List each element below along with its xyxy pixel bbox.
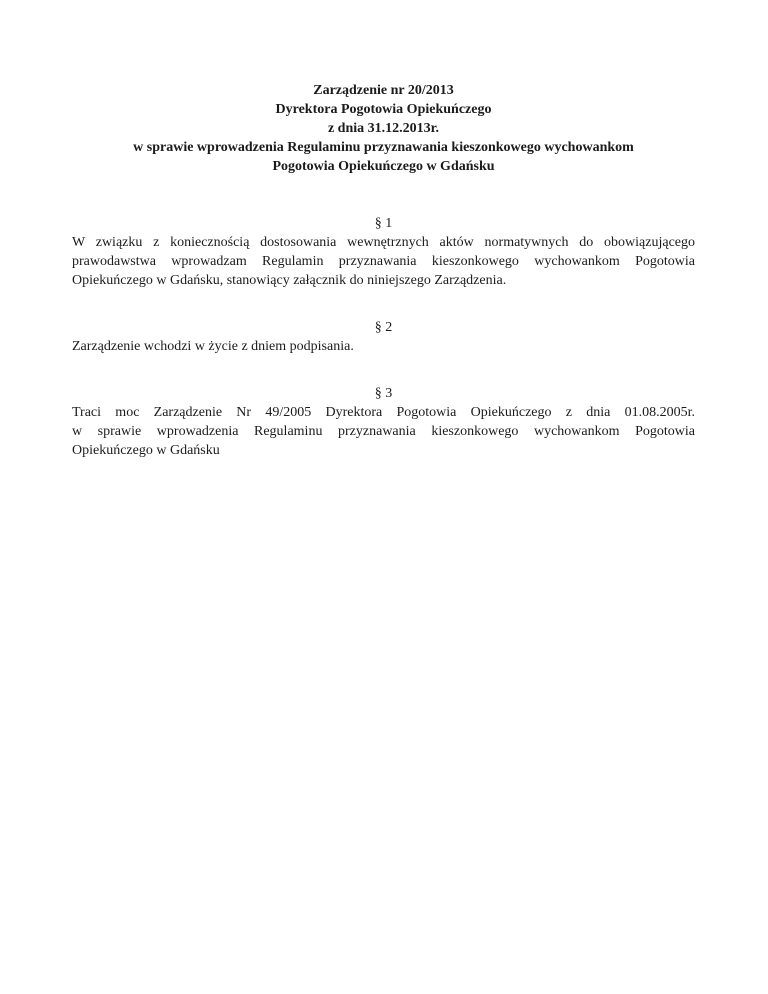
section-paragraph-2 [72,318,695,356]
paragraph-line: w sprawie wprowadzenia Regulaminu przyznawania kieszonkowego wychowankom Pogotowia [72,424,695,439]
paragraph-line: Zarządzenie wchodzi w życie z dniem podpisania. [72,339,354,354]
paragraph-line: prawodawstwa wprowadzam Regulamin przyznawania kieszonkowego wychowankom Pogotowia [72,254,695,269]
section-1-heading: § 1 [374,216,393,231]
section-2-heading: § 2 [374,320,393,335]
document-title [72,81,695,176]
title-line-ordinance-number: Zarządzenie nr 20/2013 [313,83,454,98]
section-paragraph-3 [72,384,695,460]
section-3-heading: § 3 [374,386,393,401]
paragraph-line: W związku z koniecznością dostosowania wewnętrznych aktów normatywnych do obowiązującego [72,235,695,250]
title-line-subject: w sprawie wprowadzenia Regulaminu przyznawania kieszonkowego wychowankom [133,140,634,155]
title-line-issuer: Dyrektora Pogotowia Opiekuńczego [275,102,492,117]
section-paragraph-1 [72,214,695,290]
title-line-institution: Pogotowia Opiekuńczego w Gdańsku [272,159,495,174]
section-3-body [72,403,695,460]
section-1-body [72,233,695,290]
paragraph-line: Opiekuńczego w Gdańsku, stanowiący załącznik do niniejszego Zarządzenia. [72,273,507,288]
paragraph-line: Traci moc Zarządzenie Nr 49/2005 Dyrektora Pogotowia Opiekuńczego z dnia 01.08.2005r. [72,405,695,420]
title-line-date: z dnia 31.12.2013r. [327,121,440,136]
section-2-body [72,337,695,356]
paragraph-line: Opiekuńczego w Gdańsku [72,443,220,458]
